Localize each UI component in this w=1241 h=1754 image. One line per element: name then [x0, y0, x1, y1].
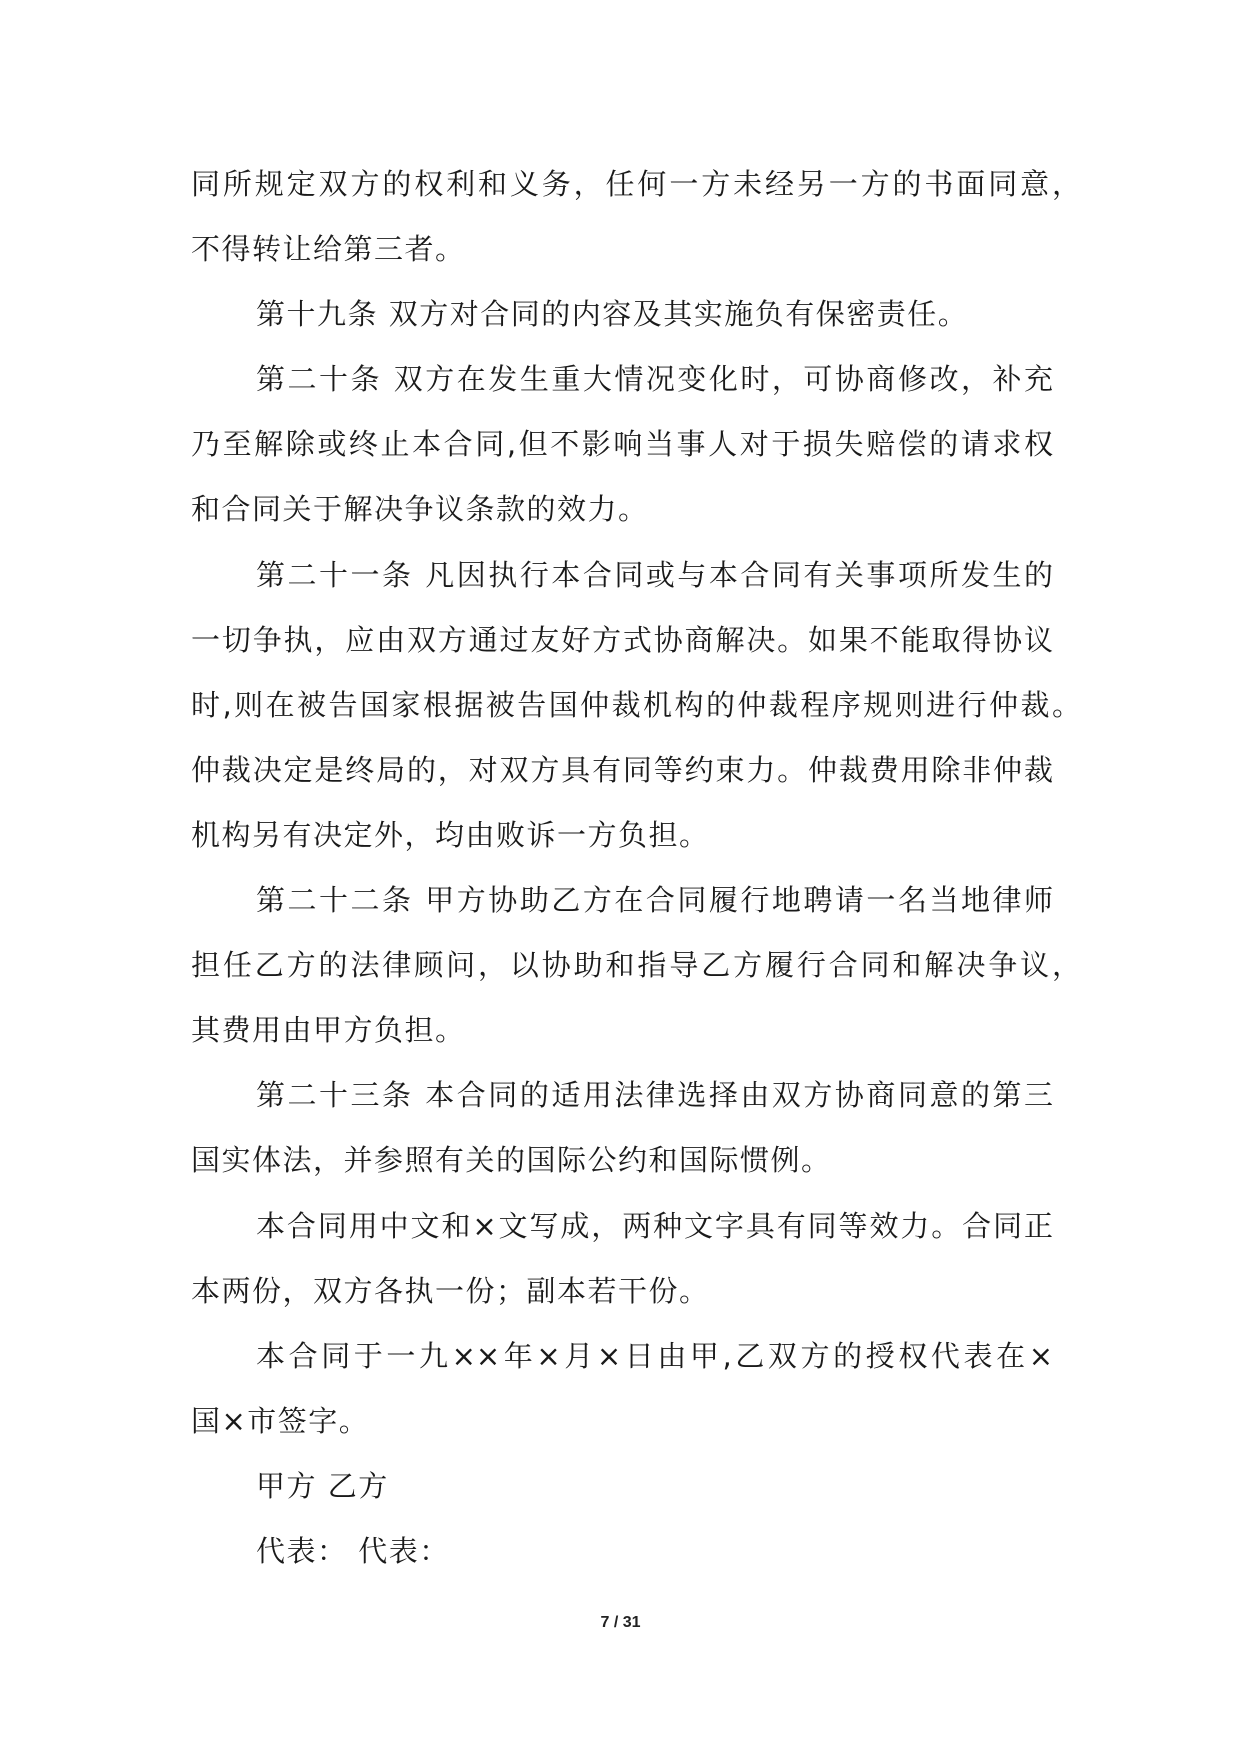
- paragraph-line: 担任乙方的法律顾问，以协助和指导乙方履行合同和解决争议，: [191, 948, 1081, 983]
- page-number: 7 / 31: [600, 1614, 641, 1631]
- clause-22-line: 第二十二条 甲方协助乙方在合同履行地聘请一名当地律师: [256, 883, 1053, 918]
- paragraph-line: 和合同关于解决争议条款的效力。: [191, 492, 649, 527]
- paragraph-line: 不得转让给第三者。: [191, 232, 466, 267]
- paragraph-line: 时,则在被告国家根据被告国仲裁机构的仲裁程序规则进行仲裁。: [191, 687, 1081, 722]
- clause-19-line: 第十九条 双方对合同的内容及其实施负有保密责任。: [256, 297, 969, 332]
- clause-23-line: 第二十三条 本合同的适用法律选择由双方协商同意的第三: [256, 1078, 1053, 1113]
- clause-20-line: 第二十条 双方在发生重大情况变化时，可协商修改，补充: [256, 362, 1053, 397]
- party-labels-line: 甲方 乙方: [256, 1468, 389, 1503]
- paragraph-line: 机构另有决定外，均由败诉一方负担。: [191, 817, 710, 852]
- paragraph-line: 仲裁决定是终局的，对双方具有同等约束力。仲裁费用除非仲裁: [191, 752, 1053, 787]
- contract-body-text: [191, 152, 1091, 1584]
- paragraph-line: 国实体法，并参照有关的国际公约和国际惯例。: [191, 1143, 832, 1178]
- language-clause-line: 本合同用中文和×文写成，两种文字具有同等效力。合同正: [256, 1208, 1053, 1243]
- signing-clause-line: 本合同于一九××年×月×日由甲,乙双方的授权代表在×: [256, 1338, 1053, 1373]
- paragraph-line: 国×市签字。: [191, 1403, 370, 1438]
- paragraph-line: 乃至解除或终止本合同,但不影响当事人对于损失赔偿的请求权: [191, 427, 1053, 462]
- paragraph-line: 同所规定双方的权利和义务，任何一方未经另一方的书面同意，: [191, 167, 1081, 201]
- paragraph-line: 本两份，双方各执一份；副本若干份。: [191, 1273, 710, 1308]
- paragraph-line: 其费用由甲方负担。: [191, 1013, 466, 1048]
- clause-21-line: 第二十一条 凡因执行本合同或与本合同有关事项所发生的: [256, 557, 1053, 592]
- representative-labels-line: 代表： 代表：: [256, 1533, 450, 1568]
- paragraph-line: 一切争执，应由双方通过友好方式协商解决。如果不能取得协议: [191, 622, 1053, 657]
